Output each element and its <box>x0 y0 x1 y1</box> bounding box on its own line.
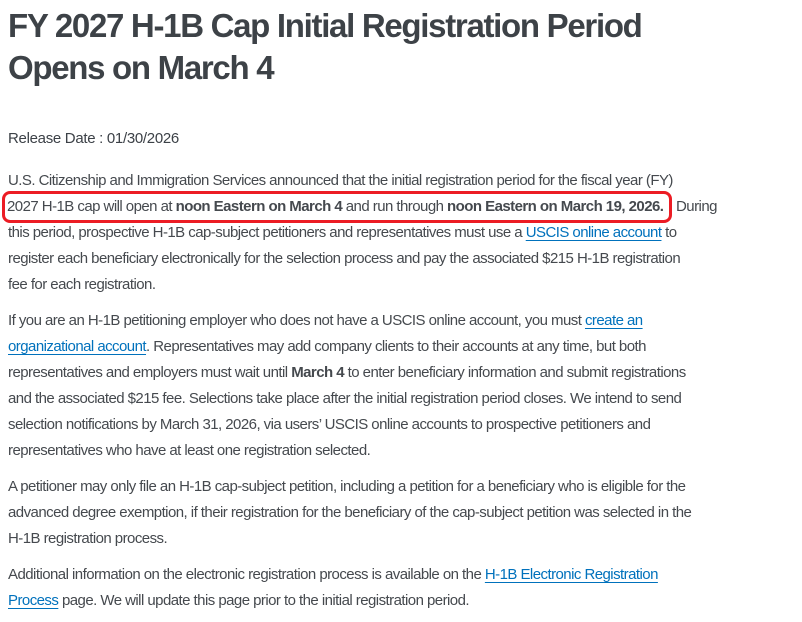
text-line: Process page. We will update this page prior to the initial registration period. <box>8 592 470 609</box>
text-line: fee for each registration. <box>8 276 156 293</box>
content-page <box>0 5 802 614</box>
article <box>8 168 796 614</box>
text-line: 2027 H-1B cap will open at noon Eastern on March 4 and run through noon Eastern on March 19, 2026. During <box>8 194 796 220</box>
text-line: Additional information on the electronic registration process is available on the H-1B Electronic Registration <box>8 566 658 583</box>
text-line: representatives who have at least one registration selected. <box>8 442 371 459</box>
text-line: H-1B registration process. <box>8 530 168 547</box>
bold-text: noon Eastern on March 19, 2026. <box>447 198 664 215</box>
paragraph <box>8 562 796 614</box>
release-date: Release Date : 01/30/2026 <box>8 130 179 147</box>
text-line: representatives and employers must wait until March 4 to enter beneficiary information and submit registrations <box>8 364 686 381</box>
text-line: register each beneficiary electronically for the selection process and pay the associated $215 H-1B registration <box>8 250 681 267</box>
inline-link[interactable]: USCIS online account <box>525 224 662 241</box>
text-line: selection notifications by March 31, 2026, via users’ USCIS online accounts to prospective petitioners and <box>8 416 651 433</box>
paragraph <box>8 308 796 464</box>
text-line: organizational account. Representatives may add company clients to their accounts at any time, but both <box>8 338 646 355</box>
inline-link[interactable]: organizational account <box>8 338 147 355</box>
text-line: If you are an H-1B petitioning employer who does not have a USCIS online account, you must create an <box>8 312 643 329</box>
text-line: A petitioner may only file an H-1B cap-subject petition, including a petition for a beneficiary who is eligible for the <box>8 478 686 495</box>
text-line: this period, prospective H-1B cap-subject petitioners and representatives must use a USCIS online account to <box>8 224 677 241</box>
text-line: and the associated $215 fee. Selections take place after the initial registration period closes. We intend to send <box>8 390 682 407</box>
inline-link[interactable]: H-1B Electronic Registration <box>484 566 658 583</box>
inline-link[interactable]: create an <box>584 312 643 329</box>
bold-text: noon Eastern on March 4 <box>175 198 343 215</box>
page-title-line-2: Opens on March 4 <box>8 49 274 86</box>
text-line: advanced degree exemption, if their registration for the beneficiary of the cap-subject petition was selected in the <box>8 504 692 521</box>
paragraph <box>8 168 796 298</box>
inline-link[interactable]: Process <box>8 592 59 609</box>
paragraph <box>8 474 796 552</box>
annotation-red-box: 2027 H-1B cap will open at noon Eastern on March 4 and run through noon Eastern on March 19, 2026. <box>2 191 672 223</box>
page-title <box>8 5 796 89</box>
page-title-line-1: FY 2027 H-1B Cap Initial Registration Period <box>8 7 642 44</box>
bold-text: March 4 <box>291 364 345 381</box>
text-line: U.S. Citizenship and Immigration Services announced that the initial registration period for the fiscal year (FY) <box>8 172 673 189</box>
